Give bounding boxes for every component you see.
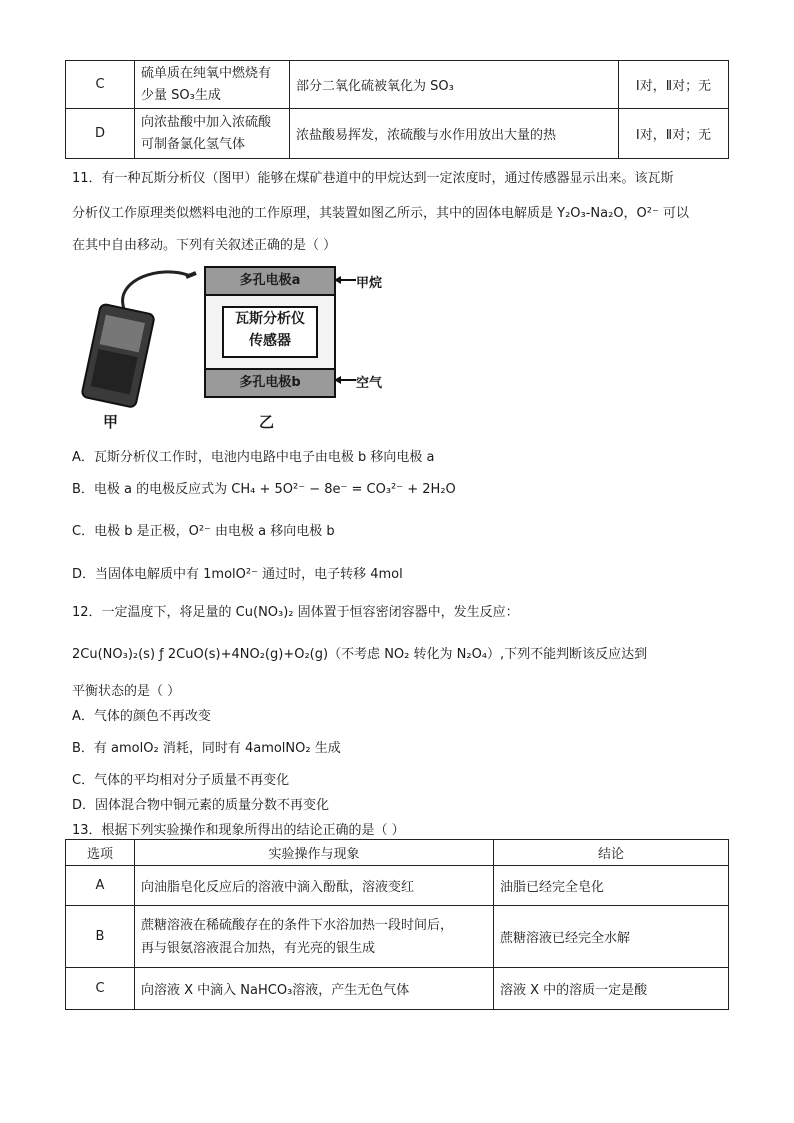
table-row xyxy=(66,968,729,1010)
reason-cell: 部分二氧化硫被氧化为 SO₃ xyxy=(290,61,619,109)
header-cell: 选项 xyxy=(66,840,135,866)
conclusion-cell: 蔗糖溶液已经完全水解 xyxy=(494,906,729,968)
figure-caption-jia: 甲 xyxy=(103,413,119,431)
row-label: A xyxy=(66,866,135,906)
statement-cell xyxy=(135,61,290,109)
q12-stem-line: 12．一定温度下，将足量的 Cu(NO₃)₂ 固体置于恒容密闭容器中，发生反应： xyxy=(72,605,519,620)
q12-stem-line: 2Cu(NO₃)₂(s) ƒ 2CuO(s)+4NO₂(g)+O₂(g)（不考虑 NO₂ 转化为 N₂O₄）,下列不能判断该反应达到 xyxy=(72,647,648,662)
conclusion-cell: 油脂已经完全皂化 xyxy=(494,866,729,906)
table-row xyxy=(66,109,729,159)
row-label: D xyxy=(66,109,135,159)
row-label: B xyxy=(66,906,135,968)
top-table xyxy=(65,60,729,159)
gas-analyzer-device-image xyxy=(68,265,198,415)
judge-cell: Ⅰ对，Ⅱ对；无 xyxy=(619,109,729,159)
electrode-a: 多孔电极a xyxy=(206,268,334,296)
operation-line: 再与银氨溶液混合加热，有光亮的银生成 xyxy=(141,940,376,956)
operation-cell xyxy=(135,906,494,968)
table-header-row xyxy=(66,840,729,866)
methane-label: 甲烷 xyxy=(356,276,383,291)
q11-stem-line: 在其中自由移动。下列有关叙述正确的是（ ） xyxy=(72,238,337,253)
statement-line: 少量 SO₃生成 xyxy=(141,87,221,103)
sensor-center-line: 传感器 xyxy=(249,333,291,349)
operation-cell: 向油脂皂化反应后的溶液中滴入酚酞，溶液变红 xyxy=(135,866,494,906)
q11-option-c: C．电极 b 是正极，O²⁻ 由电极 a 移向电极 b xyxy=(72,524,335,539)
reason-cell: 浓盐酸易挥发，浓硫酸与水作用放出大量的热 xyxy=(290,109,619,159)
q11-stem-line: 11．有一种瓦斯分析仪（图甲）能够在煤矿巷道中的甲烷达到一定浓度时，通过传感器显示出来。该瓦斯 xyxy=(72,171,674,186)
conclusion-cell: 溶液 X 中的溶质一定是酸 xyxy=(494,968,729,1010)
operation-cell: 向溶液 X 中滴入 NaHCO₃溶液，产生无色气体 xyxy=(135,968,494,1010)
row-label: C xyxy=(66,61,135,109)
q11-option-a: A．瓦斯分析仪工作时，电池内电路中电子由电极 b 移向电极 a xyxy=(72,450,435,465)
statement-line: 可制备氯化氢气体 xyxy=(141,136,246,152)
statement-line: 向浓盐酸中加入浓硫酸 xyxy=(141,114,272,130)
q12-option-d: D．固体混合物中铜元素的质量分数不再变化 xyxy=(72,798,330,813)
q11-stem-line: 分析仪工作原理类似燃料电池的工作原理，其装置如图乙所示，其中的固体电解质是 Y₂O₃-Na₂O，O²⁻ 可以 xyxy=(72,206,689,221)
header-cell: 实验操作与现象 xyxy=(135,840,494,866)
table-row xyxy=(66,906,729,968)
figure-caption-yi: 乙 xyxy=(259,413,275,431)
gas-arrows xyxy=(334,272,356,392)
air-label: 空气 xyxy=(356,376,383,391)
q12-option-a: A．气体的颜色不再改变 xyxy=(72,709,211,724)
q12-option-c: C．气体的平均相对分子质量不再变化 xyxy=(72,773,290,788)
q13-stem: 13．根据下列实验操作和现象所得出的结论正确的是（ ） xyxy=(72,823,405,838)
q11-option-d: D．当固体电解质中有 1molO²⁻ 通过时，电子转移 4mol xyxy=(72,567,403,582)
table-row xyxy=(66,61,729,109)
sensor-diagram xyxy=(204,266,336,398)
judge-cell: Ⅰ对，Ⅱ对；无 xyxy=(619,61,729,109)
sensor-center-line: 瓦斯分析仪 xyxy=(235,311,305,327)
row-label: C xyxy=(66,968,135,1010)
sensor-center-box xyxy=(222,306,318,358)
statement-cell xyxy=(135,109,290,159)
q12-stem-line: 平衡状态的是（ ） xyxy=(72,684,181,699)
q11-option-b: B．电极 a 的电极反应式为 CH₄ + 5O²⁻ − 8e⁻ = CO₃²⁻ + 2H₂O xyxy=(72,482,456,497)
operation-line: 蔗糖溶液在稀硫酸存在的条件下水浴加热一段时间后， xyxy=(141,917,454,933)
q13-table xyxy=(65,839,729,1010)
table-row xyxy=(66,866,729,906)
statement-line: 硫单质在纯氧中燃烧有 xyxy=(141,65,272,81)
q12-option-b: B．有 amolO₂ 消耗，同时有 4amolNO₂ 生成 xyxy=(72,741,341,756)
electrode-b: 多孔电极b xyxy=(206,368,334,396)
header-cell: 结论 xyxy=(494,840,729,866)
